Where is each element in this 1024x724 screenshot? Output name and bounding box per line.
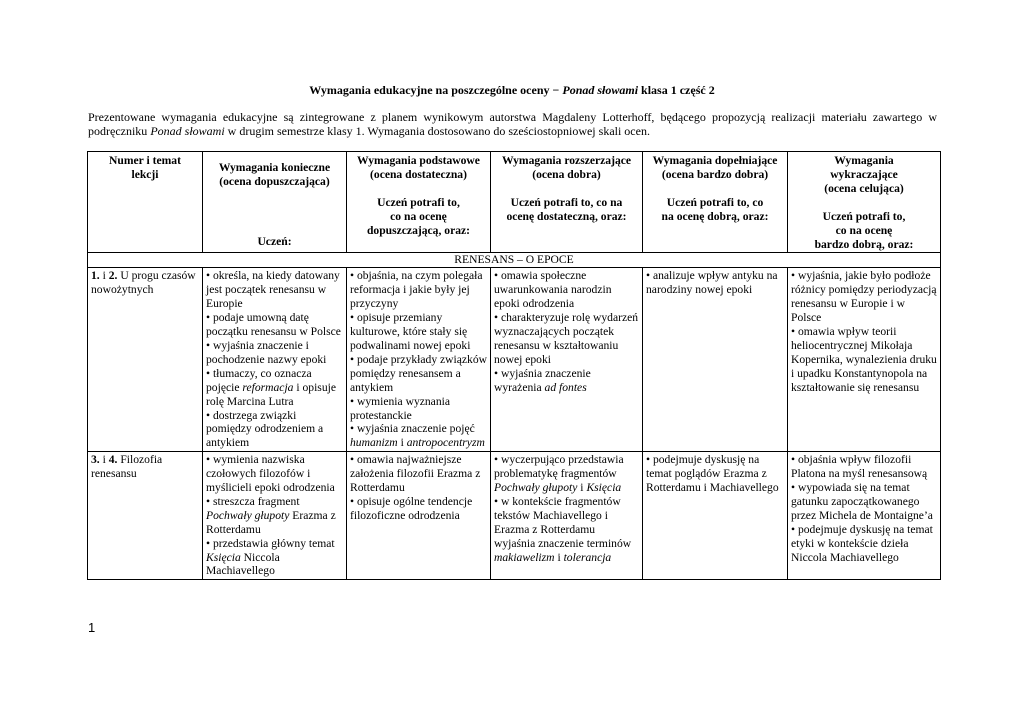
- intro-paragraph: Prezentowane wymagania edukacyjne są zintegrowane z planem wynikowym autorstwa Magdaleny Lotterhoff, będącego propozycją realizacji materiału zawartego w podręczniku Ponad słowami w drugim semestrze klasy 1. Wymagania dostosowano do sześciostopniowej skali ocen.: [88, 110, 937, 138]
- extended-cell: • wyczerpująco przedstawia problematykę fragmentów Pochwały głupoty i Księcia • w kontekście fragmentów tekstów Machiavellego i Erazma z Rotterdamu wyjaśnia znaczenie terminów makiawelizm i tolerancja: [491, 452, 643, 580]
- extended-cell: • omawia społeczne uwarunkowania narodzin epoki odrodzenia • charakteryzuje rolę wydarzeń wyznaczających początek renesansu w kształtowaniu nowej epoki • wyjaśnia znaczenie wyrażenia ad fontes: [491, 268, 643, 452]
- lesson-cell: 3. i 4. Filozofia renesansu: [88, 452, 203, 580]
- table-row: [88, 452, 941, 580]
- complementary-cell: • podejmuje dyskusję na temat poglądów Erazma z Rotterdamu i Machiavellego: [643, 452, 788, 580]
- header-required: Wymagania konieczne (ocena dopuszczająca) Uczeń:: [203, 152, 347, 253]
- complementary-cell: • analizuje wpływ antyku na narodziny nowej epoki: [643, 268, 788, 452]
- section-title: RENESANS – O EPOCE: [88, 253, 941, 268]
- document-title: Wymagania edukacyjne na poszczególne oceny − Ponad słowami klasa 1 część 2: [309, 83, 715, 97]
- requirements-table: [87, 151, 941, 580]
- header-extended: Wymagania rozszerzające (ocena dobra) Uczeń potrafi to, co na ocenę dostateczną, oraz:: [491, 152, 643, 253]
- basic-cell: • omawia najważniejsze założenia filozofii Erazma z Rotterdamu • opisuje ogólne tendencje filozoficzne odrodzenia: [347, 452, 491, 580]
- header-complementary: Wymagania dopełniające (ocena bardzo dobra) Uczeń potrafi to, co na ocenę dobrą, oraz:: [643, 152, 788, 253]
- lesson-cell: 1. i 2. U progu czasów nowożytnych: [88, 268, 203, 452]
- header-beyond: Wymagania wykraczające (ocena celująca) Uczeń potrafi to, co na ocenę bardzo dobrą, oraz:: [788, 152, 941, 253]
- page-number: 1: [88, 620, 96, 635]
- basic-cell: • objaśnia, na czym polegała reformacja i jakie były jej przyczyny • opisuje przemiany kulturowe, które stały się podwalinami nowej epoki • podaje przykłady związków pomiędzy renesansem a antykiem • wymienia wyznania protestanckie • wyjaśnia znaczenie pojęć humanizm i antropocentryzm: [347, 268, 491, 452]
- beyond-cell: • wyjaśnia, jakie było podłoże różnicy pomiędzy periodyzacją renesansu w Europie i w Polsce • omawia wpływ teorii heliocentrycznej Mikołaja Kopernika, wynalezienia druku i upadku Konstantynopola na kształtowanie się renesansu: [788, 268, 941, 452]
- header-basic: Wymagania podstawowe (ocena dostateczna) Uczeń potrafi to, co na ocenę dopuszczającą, oraz:: [347, 152, 491, 253]
- section-row: [88, 253, 941, 268]
- required-cell: • wymienia nazwiska czołowych filozofów i myślicieli epoki odrodzenia • streszcza fragment Pochwały głupoty Erazma z Rotterdamu • przedstawia główny temat Księcia Niccola Machiavellego: [203, 452, 347, 580]
- table-header-row: [88, 152, 941, 253]
- required-cell: • określa, na kiedy datowany jest początek renesansu w Europie • podaje umowną datę początku renesansu w Polsce • wyjaśnia znaczenie i pochodzenie nazwy epoki • tłumaczy, co oznacza pojęcie reformacja i opisuje rolę Marcina Lutra • dostrzega związki pomiędzy odrodzeniem a antykiem: [203, 268, 347, 452]
- beyond-cell: • objaśnia wpływ filozofii Platona na myśl renesansową • wypowiada się na temat gatunku zapoczątkowanego przez Michela de Montaigne’a • podejmuje dyskusję na temat etyki w kontekście dzieła Niccola Machiavellego: [788, 452, 941, 580]
- header-lesson: Numer i temat lekcji: [88, 152, 203, 253]
- table-row: [88, 268, 941, 452]
